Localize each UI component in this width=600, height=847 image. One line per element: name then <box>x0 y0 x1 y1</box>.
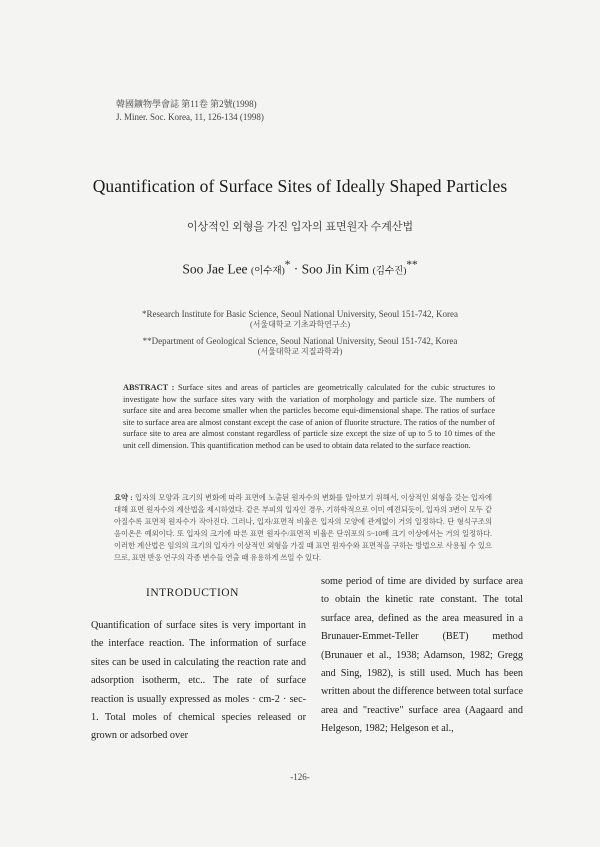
korean-abstract-text: 입자의 모양과 크기의 변화에 따라 표면에 노출된 원자수의 변화를 알아보기 위해서, 이상적인 외형을 갖는 입자에 대해 표면 원자수의 계산법을 제시하였다. 같은 부피의 입자인 경우, 기하학적으로 이미 예견되듯이, 입자의 3변이 모두 같아질수록 표면적 원자수가 작아진다. 그러나, 입자/표면적 비율은 입자의 모양에 관계없이 거의 일정하다. 단 형석구조의 음이온은 예외이다. 또 입자의 크기에 따른 표면 원자수/표면적 비율은 단위포의 5~10배 크기 이상에서는 거의 일정하다. 이러한 계산법은 임의의 크기의 입자가 이상적인 외형을 가질 때 표면 원자수와 표면적을 구하는 방법으로 사용될 수 있으므로, 표면 반응 연구의 각종 변수들 연출 때 유용하게 쓰일 수 있다. <box>114 493 493 562</box>
introduction-right-column: some period of time are divided by surface area to obtain the kinetic rate constant. The total surface area, defined as the area measured in a Brunauer-Emmet-Teller (BET) method (Brunauer et al., 1938; Adamson, 1982; Gregg and Sing, 1982), is still used. Much has been written about the difference between total surface area and "reactive" surface area (Aagaard and Helgeson, 1982; Helgeson et al., <box>321 576 523 735</box>
page-number: -126- <box>290 772 310 782</box>
paper-title-korean: 이상적인 외형을 가진 입자의 표면원자 수계산법 <box>186 221 414 233</box>
korean-abstract-label: 요약 : <box>114 493 133 502</box>
affiliation-english: *Research Institute for Basic Science, Seoul National University, Seoul 151-742, Korea <box>141 309 459 319</box>
introduction-left-column: Quantification of surface sites is very important in the interface reaction. The information of surface sites can be used in calculating the reaction rate and adsorption isotherm, etc.. The rate of surface reaction is usually expressed as moles · cm-2 · sec-1. Total moles of chemical species released or grown or adsorbed over <box>91 620 306 742</box>
affiliation-mark: ** <box>406 259 418 271</box>
journal-citation <box>116 98 264 124</box>
abstract-text: Surface sites and areas of particles are geometrically calculated for the cubic structures to investigate how the surface sites vary with the variation of morphology and particle size. The numbers of surface site and area become smaller when the particles become equi-dimensional shape. The ratios of surface site to surface area are almost constant except the case of anion of fluorite structure. The ratios of the number of surface site to area are almost constant regardless of particle size except the size of up to 5 to 10 times of the unit cell dimension. This quantification method can be used to obtain data related to the surface reaction. <box>123 383 495 450</box>
korean-abstract <box>114 492 492 563</box>
author-name-korean: (이수재) <box>250 266 285 277</box>
author-name: Soo Jin Kim <box>301 261 370 277</box>
author-name: Soo Jae Lee <box>182 261 248 277</box>
affiliation <box>0 336 600 357</box>
journal-citation-korean: 韓國鑛物學會誌 第11卷 第2號(1998) <box>116 99 257 109</box>
affiliation-korean: (서울대학교 기초과학연구소) <box>249 320 351 329</box>
author-separator: · <box>290 261 302 277</box>
journal-citation-english: J. Miner. Soc. Korea, 11, 126-134 (1998) <box>116 112 264 122</box>
introduction-heading: INTRODUCTION <box>146 587 239 599</box>
author-name-korean: (김수진) <box>372 266 407 277</box>
affiliation-mark: * <box>284 259 291 271</box>
affiliation <box>0 309 600 330</box>
author-line <box>0 259 600 278</box>
abstract-label: ABSTRACT : <box>123 383 175 392</box>
affiliation-english: **Department of Geological Science, Seoul National University, Seoul 151-742, Korea <box>142 336 458 346</box>
affiliation-korean: (서울대학교 지질과학과) <box>257 347 343 356</box>
abstract <box>123 382 495 452</box>
paper-title: Quantification of Surface Sites of Ideally Shaped Particles <box>92 176 508 196</box>
